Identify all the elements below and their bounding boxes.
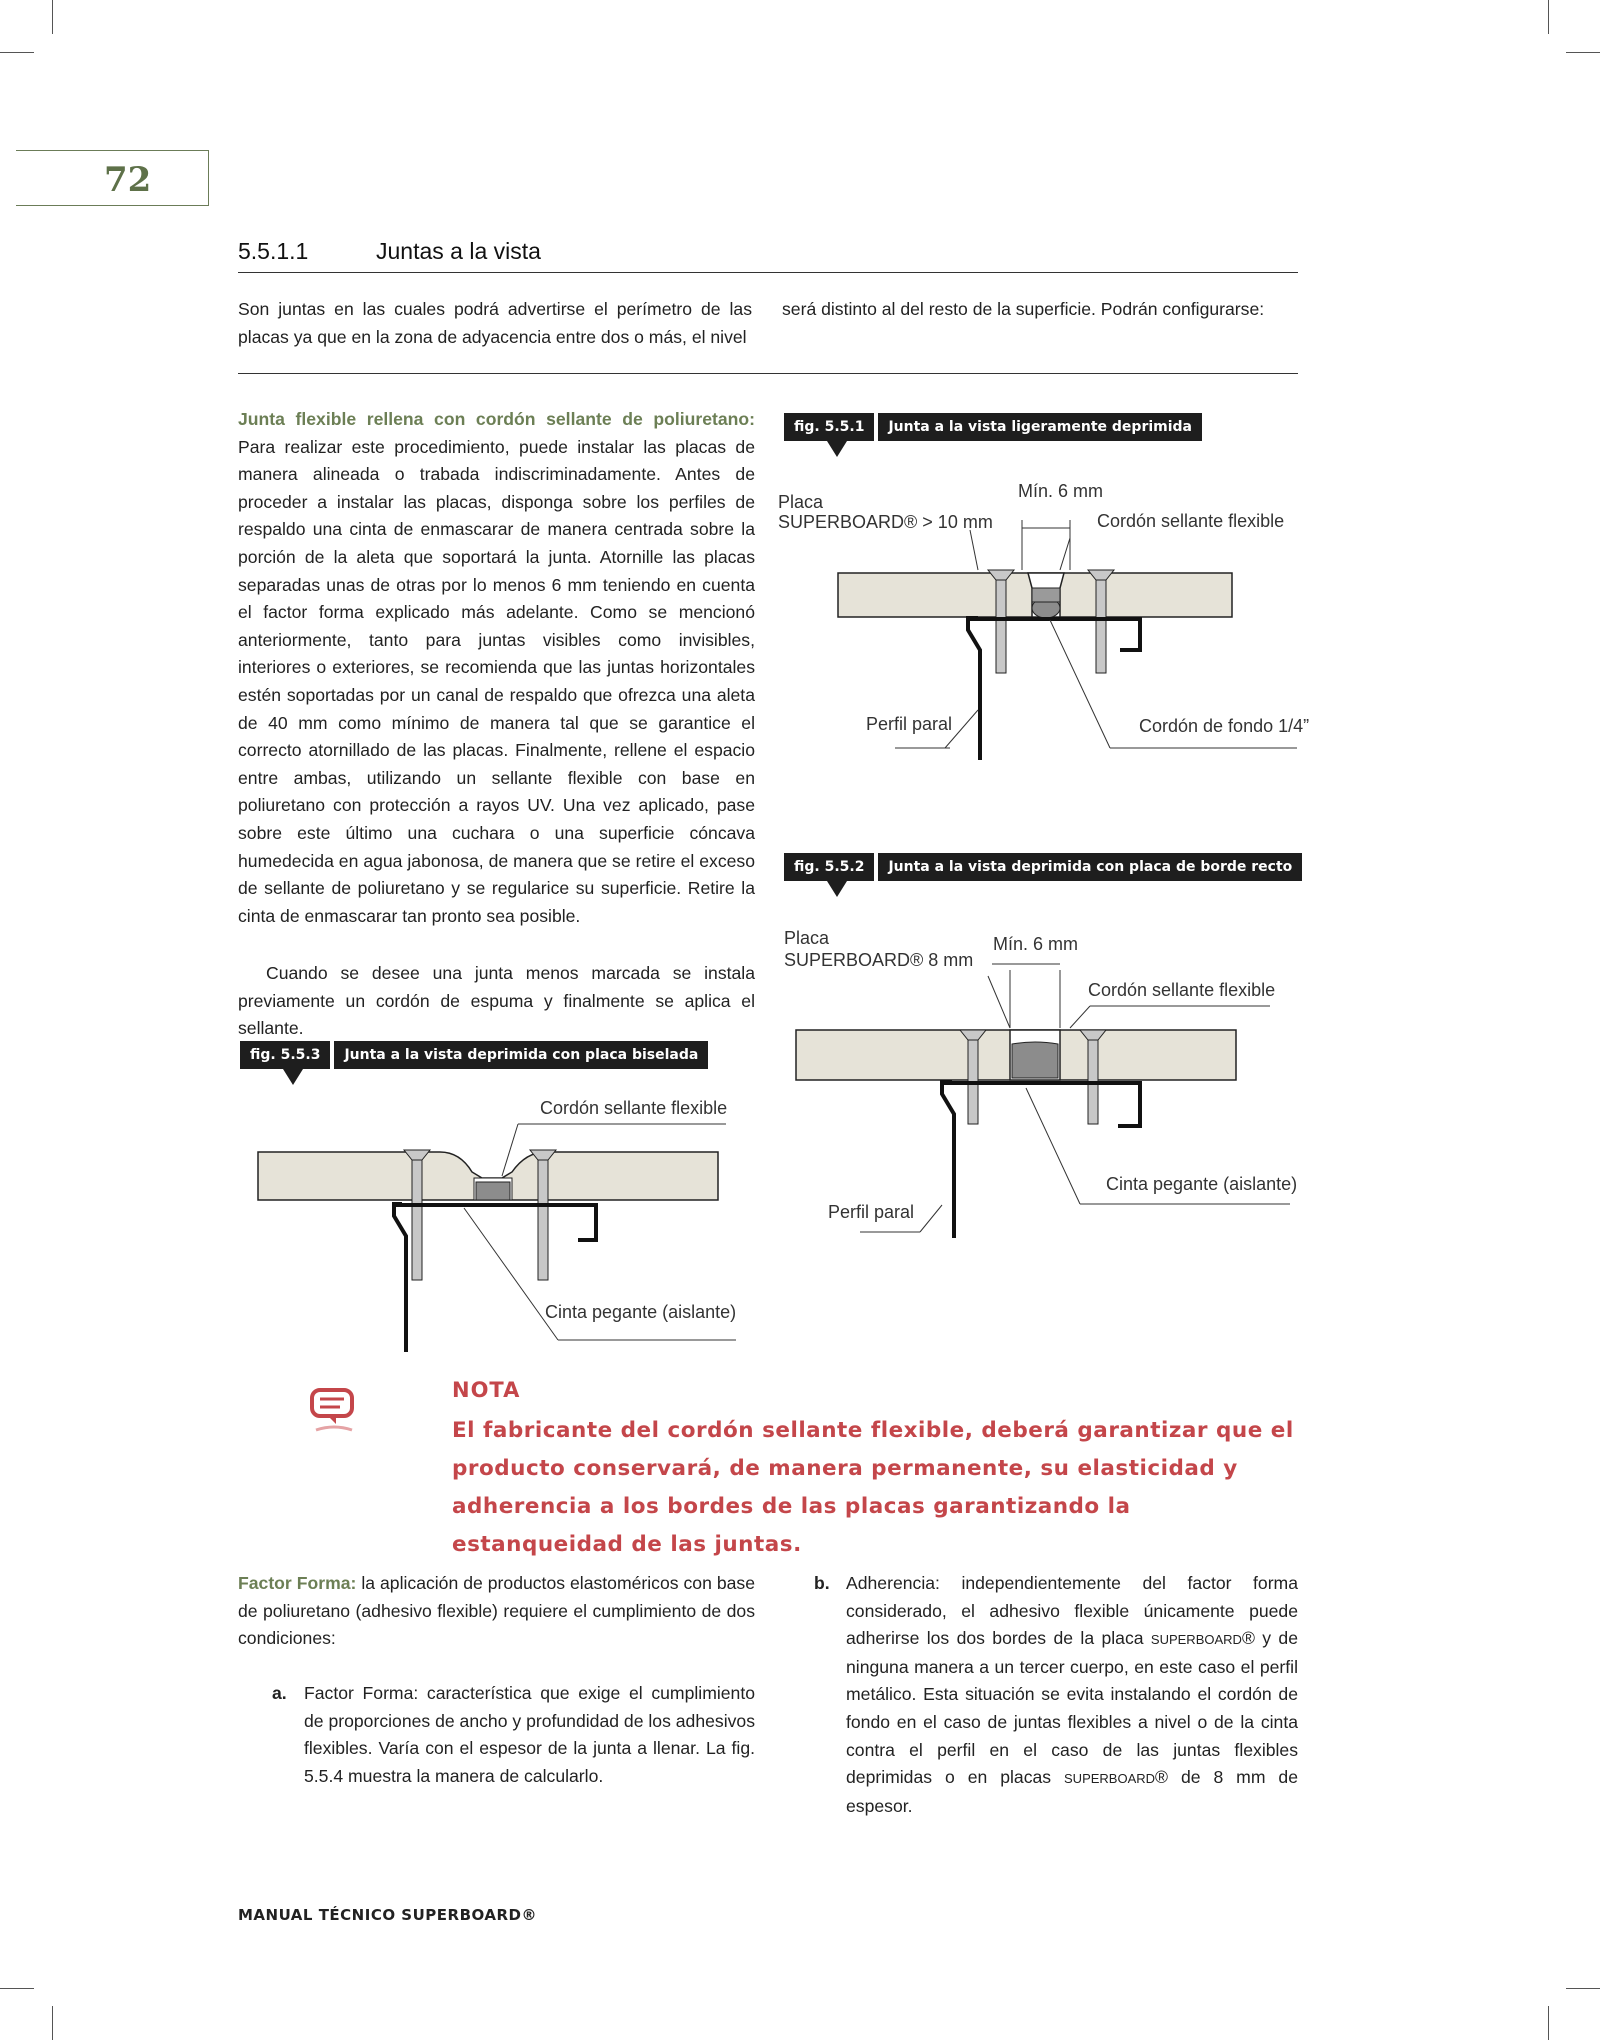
figure-tag — [784, 413, 1202, 441]
crop-mark — [52, 0, 53, 34]
figure-tag — [240, 1041, 708, 1069]
screw — [968, 1032, 978, 1124]
intro-left: Son juntas en las cuales podrá advertirse el perímetro de las placas ya que en la zona de adyacencia entre dos o más, el nivel — [238, 299, 752, 347]
screw — [412, 1152, 422, 1280]
note-heading: NOTA — [452, 1378, 521, 1402]
label-min: Mín. 6 mm — [993, 934, 1079, 954]
label-placa: Placa — [778, 492, 824, 512]
sealant — [1012, 1042, 1058, 1078]
figure-title: Junta a la vista ligeramente deprimida — [878, 413, 1202, 441]
list-item-b-text1: Adherencia: independientemente del factor forma considerado, el adhesivo flexible únicamente puede adherirse los dos bordes de la placa — [846, 1573, 1298, 1649]
label-fondo: Cordón de fondo 1/4” — [1139, 716, 1310, 736]
factor-paragraph — [238, 1570, 755, 1653]
list-marker-a: a. — [272, 1683, 287, 1703]
intro-rule — [238, 373, 1298, 374]
screw — [1088, 1032, 1098, 1124]
crop-mark — [0, 1988, 34, 1989]
figure-number: fig. 5.5.1 — [784, 413, 874, 441]
note-speech-icon — [306, 1384, 362, 1440]
main-paragraph-text: Para realizar este procedimiento, puede instalar las placas de manera alineada o trabada indiscriminadamente. Antes de proceder a instalar las placas, disponga sobre los perfiles de respaldo una cinta de enmascarar de manera centrada sobre la porción de la aleta que soportará la junta. Atornille las placas separadas unas de otras por lo menos 6 mm teniendo en cuenta el factor forma explicado más adelante. Como se mencionó anteriormente, tanto para juntas visibles como invisibles, interiores o exteriores, se recomienda que las juntas horizontales estén soportadas por un canal de respaldo que ofrezca una aleta de 40 mm como mínimo de manera tal que se garantice el correcto atornillado de las placas. Finalmente, rellene el espacio entre ambas, utilizando un sellante flexible con base en poliuretano con protección a rayos UV. Una vez aplicado, pase sobre este último una cuchara o una superficie cóncava humedecida en agua jabonosa, de manera que se retire el exceso de sellante de poliuretano y se regularice su superficie. Retire la cinta de enmascarar tan pronto sea posible. — [238, 436, 755, 926]
note-text: El fabricante del cordón sellante flexible, deberá garantizar que el producto conservará, de manera permanente, su elasticidad y adherencia a los bordes de las placas garantizando la estanqueidad de las juntas. — [452, 1418, 1294, 1557]
main-paragraph-heading: Junta flexible rellena con cordón sellante de poliuretano: — [238, 409, 755, 429]
list-marker-b: b. — [814, 1573, 830, 1593]
label-perfil: Perfil paral — [828, 1202, 915, 1222]
figure-number: fig. 5.5.3 — [240, 1041, 330, 1069]
section-number: 5.5.1.1 — [238, 238, 309, 264]
crop-mark — [1548, 2006, 1549, 2040]
list-item-b-text2: ® y de ninguna manera a un tercer cuerpo, en este caso el perfil metálico. Esta situación se evita instalando el cordón de fondo en el caso de juntas flexibles a nivel o de la cinta contra el perfil en el caso de las juntas flexibles deprimidas o en placas — [846, 1628, 1299, 1788]
crop-mark — [1548, 0, 1549, 34]
main-paragraph — [238, 406, 755, 930]
label-placa-spec: SUPERBOARD® > 10 mm — [778, 512, 993, 532]
list-item-a: Factor Forma: característica que exige el cumplimiento de proporciones de ancho y profundidad de los adhesivos flexibles. Varía con el espesor de la junta a llenar. La fig. 5.5.4 muestra la manera de calcularlo. — [304, 1683, 755, 1786]
intro-right: será distinto al del resto de la superficie. Podrán configurarse: — [782, 299, 1265, 319]
brand-smallcaps: SUPERBOARD — [1150, 1632, 1242, 1648]
list-item-b-text3: ® de 8 mm de espesor. — [846, 1767, 1298, 1816]
screw — [996, 573, 1006, 673]
label-min: Mín. 6 mm — [1018, 481, 1104, 501]
label-cinta: Cinta pegante (aislante) — [1106, 1174, 1298, 1194]
list-item-b — [846, 1570, 1298, 1820]
crop-mark — [1566, 52, 1600, 53]
figure-title: Junta a la vista deprimida con placa biselada — [334, 1041, 708, 1069]
label-cordon: Cordón sellante flexible — [1088, 980, 1276, 1000]
label-cinta: Cinta pegante (aislante) — [545, 1302, 737, 1322]
brand-smallcaps: SUPERBOARD — [1064, 1771, 1156, 1787]
screw — [1096, 573, 1106, 673]
factor-text: la aplicación de productos elastoméricos con base de poliuretano (adhesivo flexible) requiere el cumplimiento de dos condiciones: — [238, 1573, 755, 1649]
section-title: Juntas a la vista — [376, 238, 541, 264]
factor-heading: Factor Forma: — [238, 1573, 357, 1593]
label-perfil: Perfil paral — [866, 714, 953, 734]
screw — [538, 1152, 548, 1280]
section-rule — [238, 272, 1298, 273]
figure-tag — [784, 853, 1302, 881]
page-footer: MANUAL TÉCNICO SUPERBOARD® — [238, 1906, 537, 1924]
figure-title: Junta a la vista deprimida con placa de borde recto — [878, 853, 1302, 881]
label-cordon: Cordón sellante flexible — [1097, 511, 1285, 531]
sealant — [1032, 588, 1060, 602]
main-paragraph-2 — [238, 960, 755, 1043]
main-paragraph-text2: Cuando se desee una junta menos marcada se instala previamente un cordón de espuma y finalmente se aplica el sellante. — [238, 963, 755, 1039]
page-number: 72 — [104, 160, 152, 200]
stud-profile — [942, 1082, 954, 1238]
stud-profile — [968, 618, 980, 760]
sealant — [476, 1182, 510, 1200]
label-placa-spec: SUPERBOARD® 8 mm — [784, 950, 974, 970]
stud-profile — [394, 1204, 406, 1352]
crop-mark — [0, 52, 34, 53]
stud-profile — [396, 1205, 596, 1240]
label-placa: Placa — [784, 928, 830, 948]
figure-number: fig. 5.5.2 — [784, 853, 874, 881]
crop-mark — [1566, 1988, 1600, 1989]
label-cordon: Cordón sellante flexible — [540, 1098, 728, 1118]
crop-mark — [52, 2006, 53, 2040]
